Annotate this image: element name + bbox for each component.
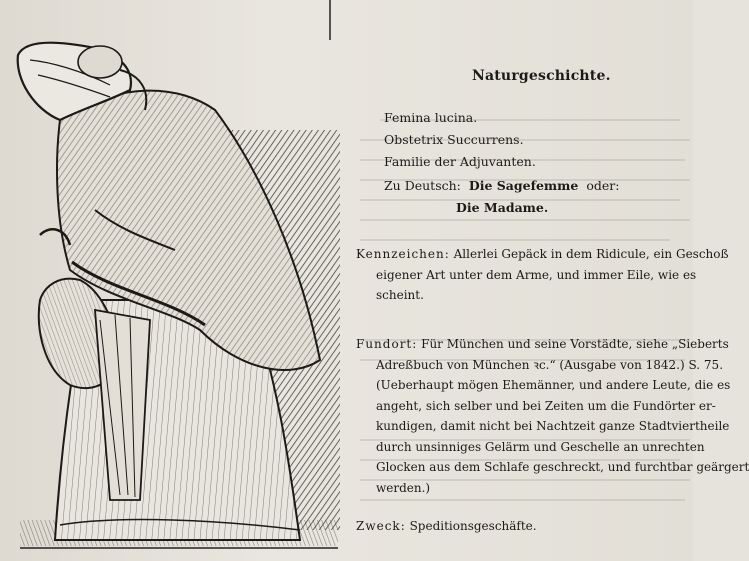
fundort-section [356,334,749,498]
zweck-label: Zweck: [356,519,406,533]
fundort-line-1: Fundort: Für München und seine Vorstädte, siehe „Sieberts [356,337,729,351]
zweck-text: Speditionsgeschäfte. [409,519,537,533]
kennzeichen-section [356,244,729,306]
kennzeichen-label: Kennzeichen: [356,247,450,261]
latin-name-2: Obstetrix Succurrens. [384,132,524,147]
fundort-line-3: (Ueberhaupt mögen Ehemänner, und andere Leute, die es [376,378,731,392]
engraving-midwife-illustration [0,0,345,561]
fundort-line-8: werden.) [376,480,431,495]
latin-name-1: Femina lucina. [384,110,478,125]
german-name: Die Sagefemme [468,178,579,193]
fundort-line-5: kundigen, damit nicht bei Nachtzeit ganze Stadtviertheile [376,419,730,433]
german-name-line [384,178,619,193]
article-heading: Naturgeschichte. [472,68,611,84]
kennzeichen-line-1: Kennzeichen: Allerlei Gepäck in dem Ridicule, ein Geschoß [356,247,729,261]
fundort-label: Fundort: [356,337,418,351]
kennzeichen-line-3: scheint. [376,288,424,302]
german-name-madame: Die Madame. [456,200,549,215]
fundort-line-4: angeht, sich selber und bei Zeiten um die Fundörter er- [376,398,716,413]
family-name: Familie der Adjuvanten. [384,154,536,169]
zweck-section [356,516,537,537]
text-column [352,0,749,561]
fundort-line-6: durch unsinniges Gelärm und Geschelle an unrechten [376,439,705,454]
german-or: oder: [586,178,620,193]
fundort-line-2: Adreßbuch von München ꝛc.“ (Ausgabe von 1842.) S. 75. [376,357,724,372]
fundort-line-7: Glocken aus dem Schlafe geschreckt, und furchtbar geärgert [376,460,749,474]
kennzeichen-line-2: eigener Art unter dem Arme, und immer Eile, wie es [376,267,697,282]
german-prefix: Zu Deutsch: [384,178,461,193]
